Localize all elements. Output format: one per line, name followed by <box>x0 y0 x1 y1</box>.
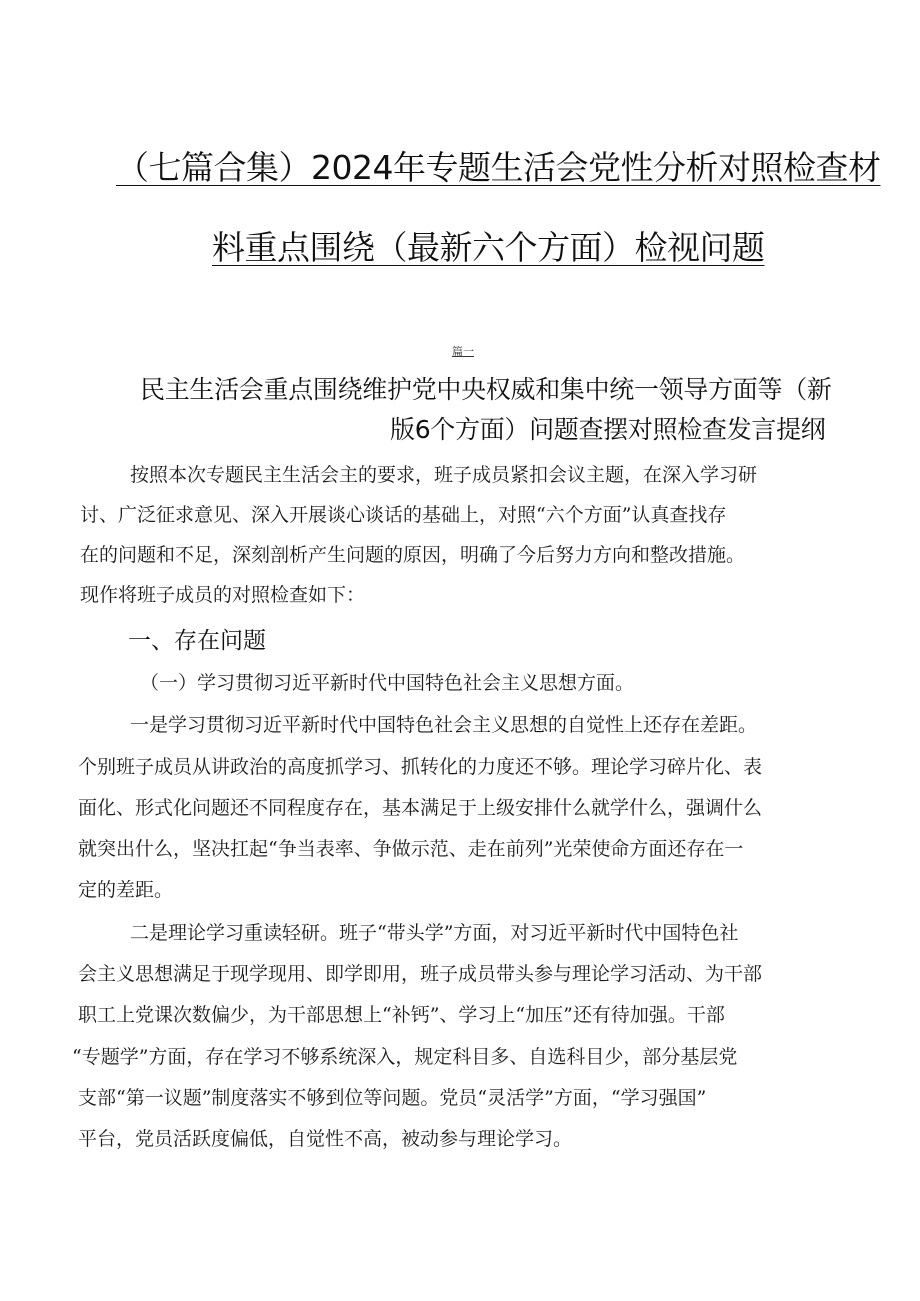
para1-line-5: 定的差距。 <box>78 879 174 901</box>
para2-line-5: 支部“第一议题”制度落实不够到位等问题。党员“灵活学”方面，“学习强国” <box>78 1087 707 1109</box>
subsection-heading: （一）学习贯彻习近平新时代中国特色社会主义思想方面。 <box>140 672 635 694</box>
para1-line-2: 个别班子成员从讲政治的高度抓学习、抓转化的力度还不够。理论学习碎片化、表 <box>78 756 763 778</box>
para2-line-3: 职工上党课次数偏少，为干部思想上“补钙”、学习上“加压”还有待加强。干部 <box>78 1004 725 1026</box>
piece-label: 篇一 <box>452 345 474 358</box>
para1-line-1: 一是学习贯彻习近平新时代中国特色社会主义思想的自觉性上还存在差距。 <box>130 714 758 736</box>
para2-line-2: 会主义思想满足于现学现用、即学即用，班子成员带头参与理论学习活动、为干部 <box>78 963 763 985</box>
section-heading: 一、存在问题 <box>128 628 266 654</box>
subtitle-line-1: 民主生活会重点围绕维护党中央权威和集中统一领导方面等（新 <box>140 375 832 404</box>
para2-line-4: “专题学”方面，存在学习不够系统深入，规定科目多、自选科目少，部分基层党 <box>72 1046 738 1068</box>
intro-line-1: 按照本次专题民主生活会主的要求，班子成员紧扣会议主题，在深入学习研 <box>130 464 758 486</box>
intro-line-4: 现作将班子成员的对照检查如下： <box>80 584 366 606</box>
para2-line-1: 二是理论学习重读轻研。班子“带头学”方面，对习近平新时代中国特色社 <box>130 922 739 944</box>
para2-line-6: 平台，党员活跃度偏低，自觉性不高，被动参与理论学习。 <box>78 1128 573 1150</box>
document-title-line-1: （七篇合集）2024年专题生活会党性分析对照检查材 <box>116 148 881 187</box>
intro-line-2: 讨、广泛征求意见、深入开展谈心谈话的基础上，对照“六个方面”认真查找存 <box>80 504 727 526</box>
para1-line-3: 面化、形式化问题还不同程度存在，基本满足于上级安排什么就学什么，强调什么 <box>78 797 763 819</box>
intro-line-3: 在的问题和不足，深刻剖析产生问题的原因，明确了今后努力方向和整改措施。 <box>80 544 746 566</box>
document-title-line-2: 料重点围绕（最新六个方面）检视问题 <box>212 228 765 267</box>
subtitle-line-2: 版6个方面）问题查摆对照检查发言提纲 <box>390 415 826 444</box>
para1-line-4: 就突出什么，坚决扛起“争当表率、争做示范、走在前列”光荣使命方面还存在一 <box>78 838 744 860</box>
